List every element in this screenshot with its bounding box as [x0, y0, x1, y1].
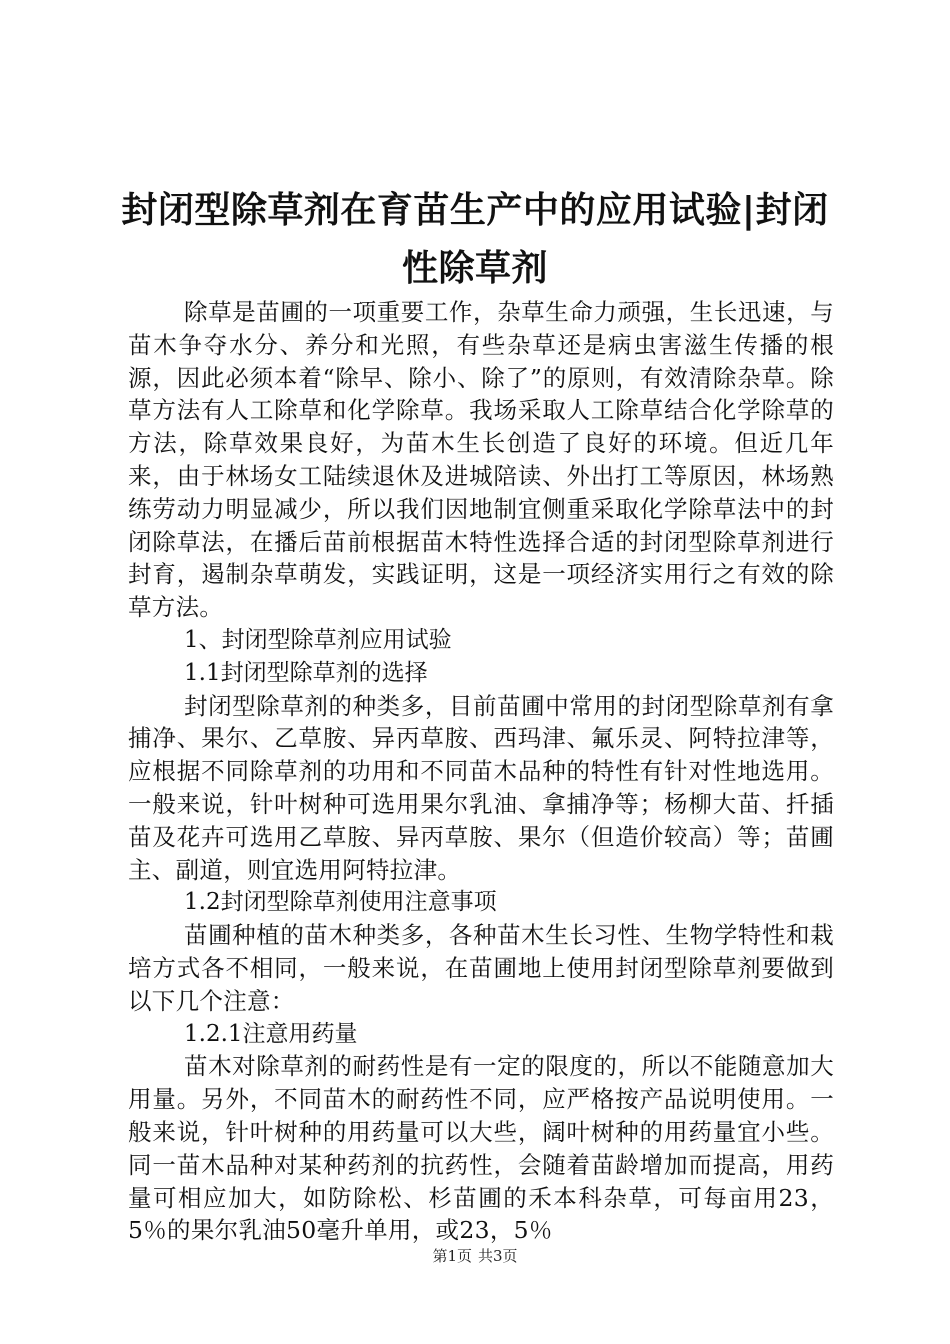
section-heading-1-2-1: 1.2.1注意用药量 [184, 1020, 358, 1047]
section-heading-1: 1、封闭型除草剂应用试验 [184, 626, 452, 653]
section-heading-1-1: 1.1封闭型除草剂的选择 [184, 659, 428, 686]
paragraph-dosage: 苗木对除草剂的耐药性是有一定的限度的，所以不能随意加大用量。另外，不同苗木的耐药性不同，应严格按产品说明使用。一般来说，针叶树种的用药量可以大些，阔叶树种的用药量宜小些。同一苗木品种对某种药剂的抗药性，会随着苗龄增加而提高，用药量可相应加大，如防除松、杉苗圃的禾本科杂草，可每亩用23，5％的果尔乳油50毫升单用，或23，5％ [128, 1052, 834, 1245]
page-total: 共3页 [478, 1247, 518, 1265]
page-footer [0, 1246, 950, 1266]
page-number: 第1页 [432, 1247, 472, 1265]
paragraph-usage-notes: 苗圃种植的苗木种类多，各种苗木生长习性、生物学特性和栽培方式各不相同，一般来说，在苗圃地上使用封闭型除草剂要做到以下几个注意： [128, 921, 834, 1015]
paragraph-intro: 除草是苗圃的一项重要工作，杂草生命力顽强，生长迅速，与苗木争夺水分、养分和光照，有些杂草还是病虫害滋生传播的根源，因此必须本着“除早、除小、除了”的原则，有效清除杂草。除草方法有人工除草和化学除草。我场采取人工除草结合化学除草的方法，除草效果良好，为苗木生长创造了良好的环境。但近几年来，由于林场女工陆续退休及进城陪读、外出打工等原因，林场熟练劳动力明显减少，所以我们因地制宜侧重采取化学除草法中的封闭除草法，在播后苗前根据苗木特性选择合适的封闭型除草剂进行封育，遏制杂草萌发，实践证明，这是一项经济实用行之有效的除草方法。 [128, 298, 834, 622]
document-title: 封闭型除草剂在育苗生产中的应用试验|封闭性除草剂 [121, 190, 829, 289]
paragraph-herbicide-selection: 封闭型除草剂的种类多，目前苗圃中常用的封闭型除草剂有拿捕净、果尔、乙草胺、异丙草胺、西玛津、氟乐灵、阿特拉津等，应根据不同除草剂的功用和不同苗木品种的特性有针对性地选用。一般来说，针叶树种可选用果尔乳油、拿捕净等；杨柳大苗、扦插苗及花卉可选用乙草胺、异丙草胺、果尔（但造价较高）等；苗圃主、副道，则宜选用阿特拉津。 [128, 691, 834, 884]
section-heading-1-2: 1.2封闭型除草剂使用注意事项 [184, 889, 497, 916]
document-body [128, 296, 834, 1247]
